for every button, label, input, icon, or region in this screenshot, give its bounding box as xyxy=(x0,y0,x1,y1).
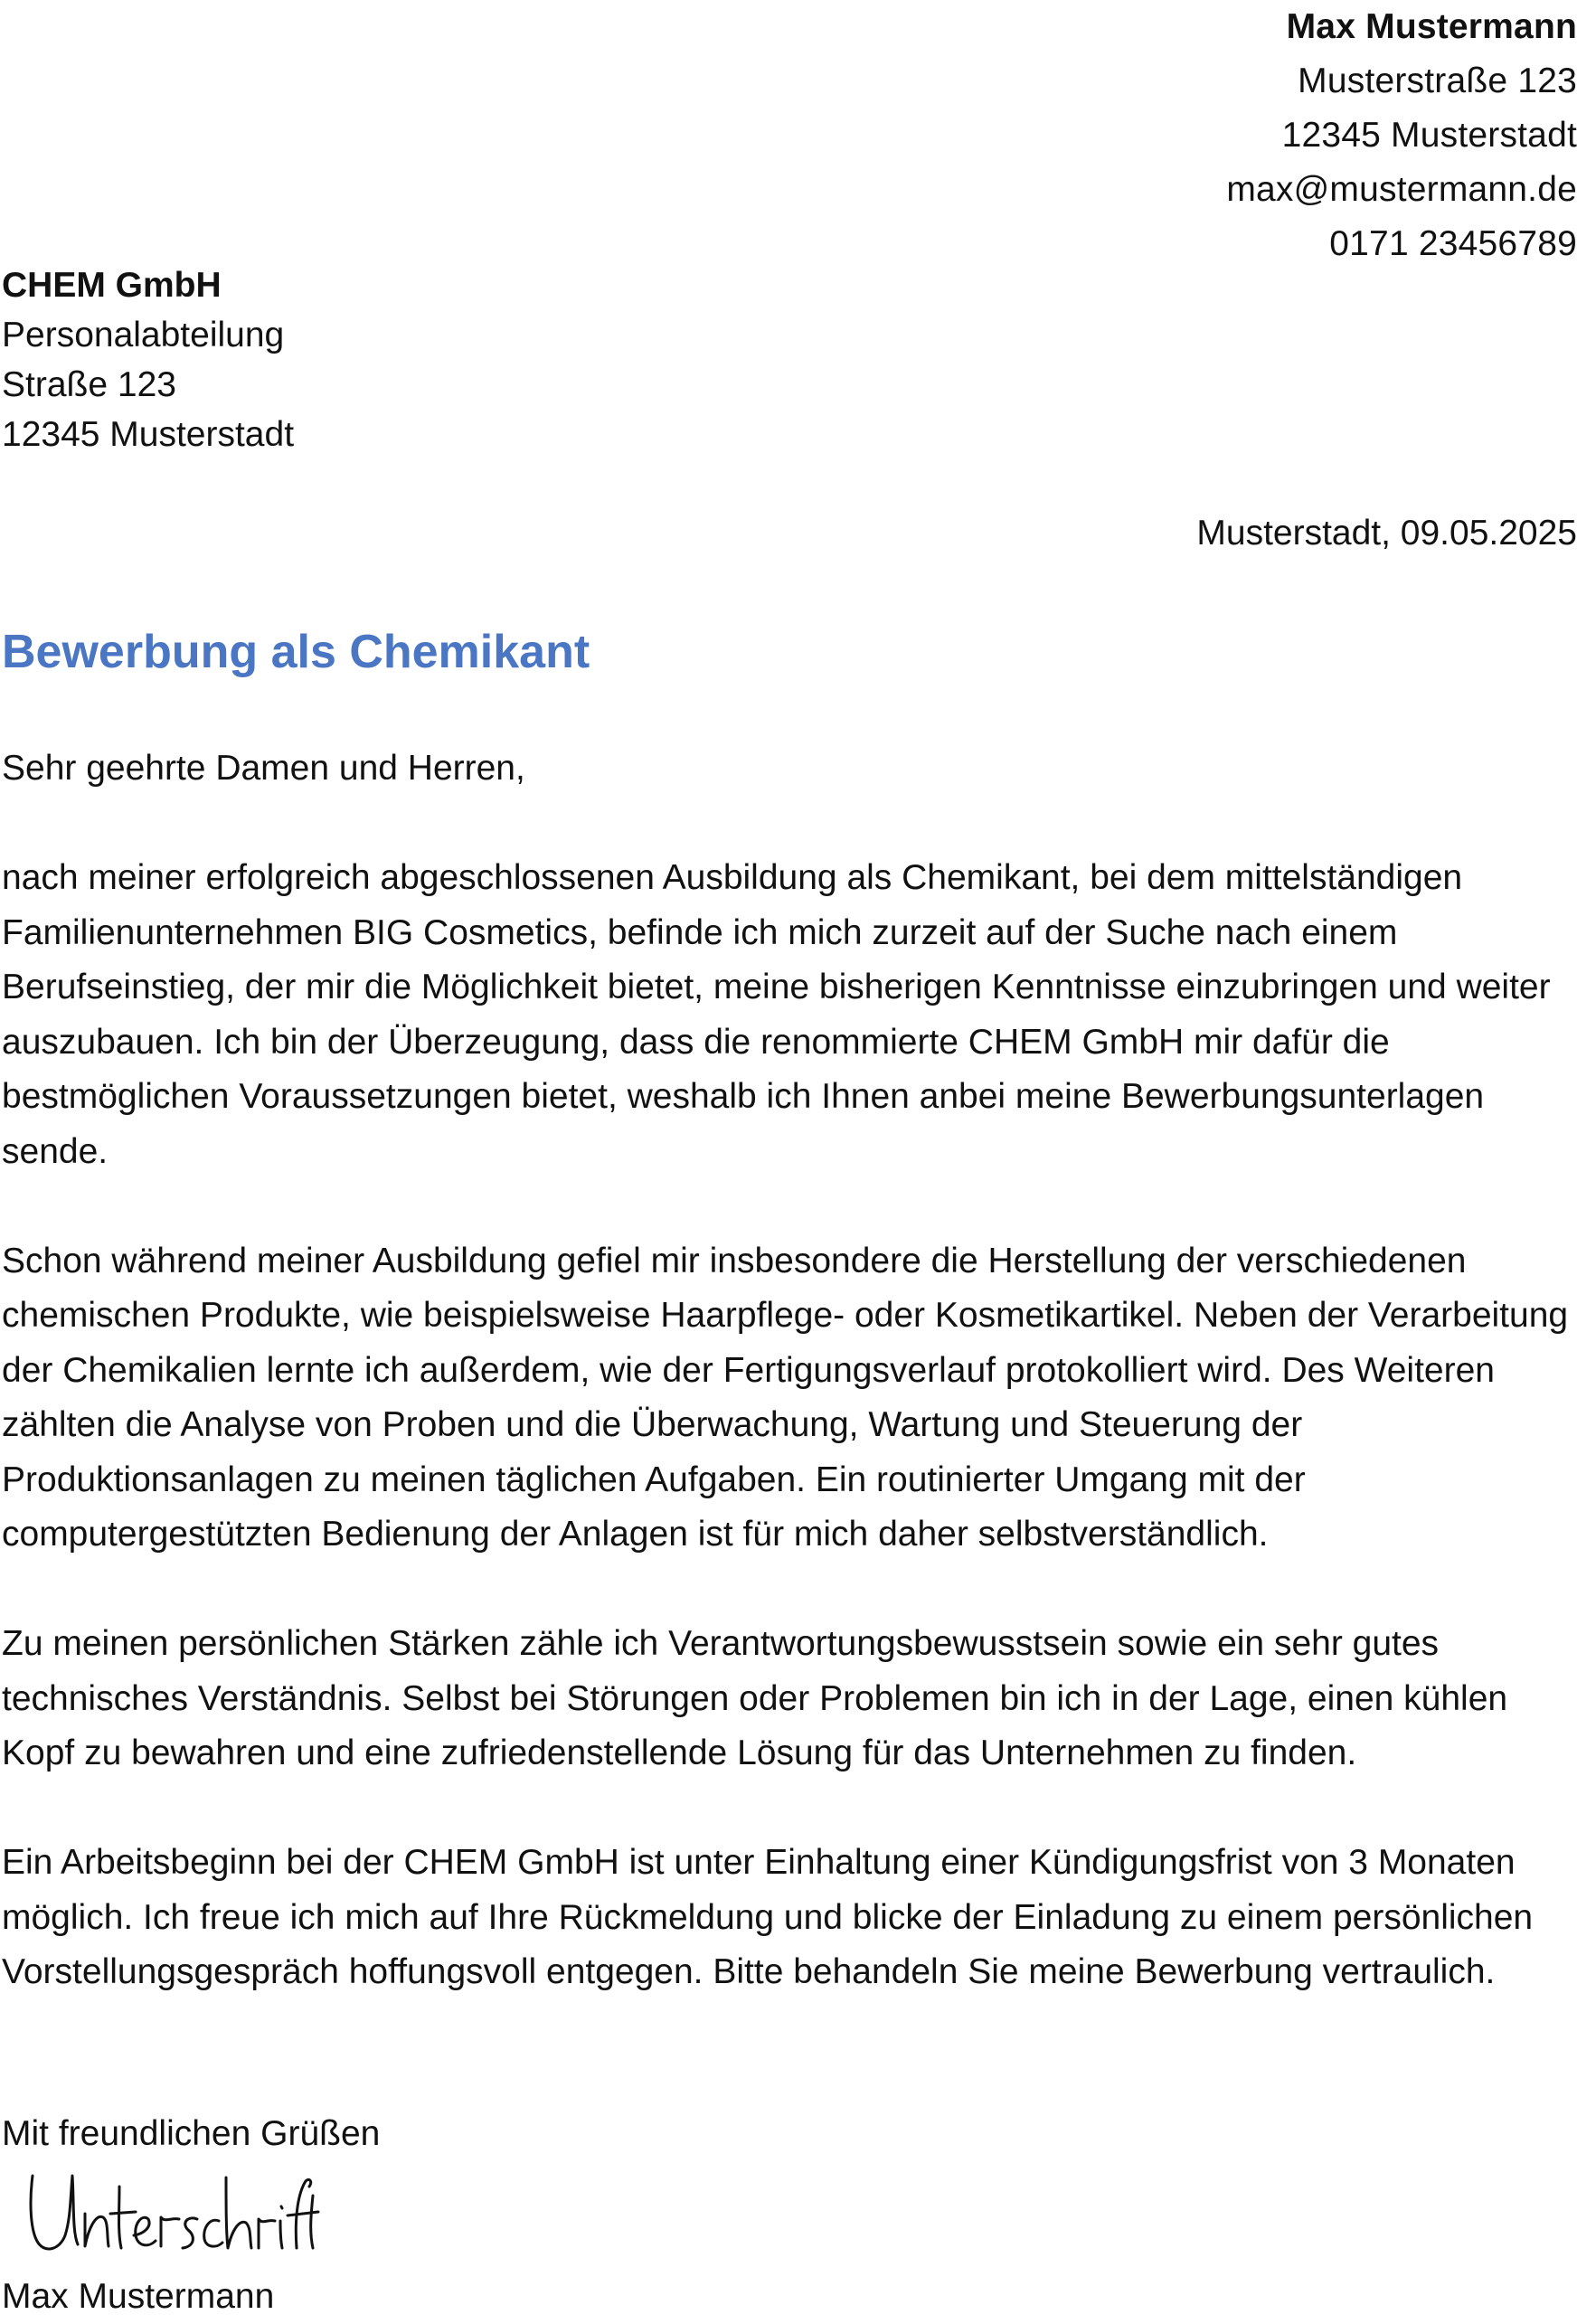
sender-street: Musterstraße 123 xyxy=(1298,61,1577,100)
letter-body xyxy=(2,742,1575,2055)
letter-subject: Bewerbung als Chemikant xyxy=(2,626,590,678)
sender-city: 12345 Musterstadt xyxy=(1281,116,1577,155)
recipient-department: Personalabteilung xyxy=(2,316,285,354)
body-paragraph-3: Zu meinen persönlichen Stärken zähle ich Verantwortungsbewusstsein sowie ein sehr gutes technisches Verständnis. Selbst bei Störungen oder Problemen bin ich in der Lage, einen kühlen Kopf zu bewahren und eine zufriedenstellende Lösung für das Unternehmen zu finden. xyxy=(2,1624,1508,1772)
body-paragraph-4: Ein Arbeitsbeginn bei der CHEM GmbH ist unter Einhaltung einer Kündigungsfrist von 3 Monaten möglich. Ich freue ich mich auf Ihre Rückmeldung und blicke der Einladung zu einem persönlichen Vorstellungsgespräch hoffungsvoll entgegen. Bitte behandeln Sie meine Bewerbung vertraulich. xyxy=(2,1843,1534,1991)
closing-phrase: Mit freundlichen Grüßen xyxy=(2,2114,381,2153)
body-paragraph-1: nach meiner erfolgreich abgeschlossenen Ausbildung als Chemikant, bei dem mittelständigen Familienunternehmen BIG Cosmetics, befinde ich mich zurzeit auf der Suche nach einem Berufseinstieg, der mir die Möglichkeit bietet, meine bisherigen Kenntnisse einzubringen und weiter auszubauen. Ich bin der Überzeugung, dass die renommierte CHEM GmbH mir dafür die bestmöglichen Voraussetzungen bietet, weshalb ich Ihnen anbei meine Bewerbungsunterlagen sende. xyxy=(2,858,1551,1171)
sender-email: max@mustermann.de xyxy=(1226,170,1577,209)
body-paragraph-2: Schon während meiner Ausbildung gefiel mir insbesondere die Herstellung der verschiedenen chemischen Produkte, wie beispielsweise Haarpflege- oder Kosmetikartikel. Neben der Verarbeitung der Chemikalien lernte ich außerdem, wie der Fertigungsverlauf protokolliert wird. Des Weiteren zählten die Analyse von Proben und die Überwachung, Wartung und Steuerung der Produktionsanlagen zu meinen täglichen Aufgaben. Ein routinierter Umgang mit der computergestützten Bedienung der Anlagen ist für mich daher selbstverständlich. xyxy=(2,1241,1569,1554)
salutation: Sehr geehrte Damen und Herren, xyxy=(2,749,525,788)
sender-phone: 0171 23456789 xyxy=(1329,224,1577,263)
sender-address-block xyxy=(944,0,1577,271)
handwritten-signature xyxy=(25,2159,324,2268)
recipient-company: CHEM GmbH xyxy=(2,266,222,305)
date-line: Musterstadt, 09.05.2025 xyxy=(1196,514,1577,553)
signer-name: Max Mustermann xyxy=(2,2277,275,2316)
sender-name: Max Mustermann xyxy=(1286,7,1577,46)
recipient-city: 12345 Musterstadt xyxy=(2,415,295,454)
recipient-street: Straße 123 xyxy=(2,365,176,404)
recipient-address-block xyxy=(2,260,294,459)
